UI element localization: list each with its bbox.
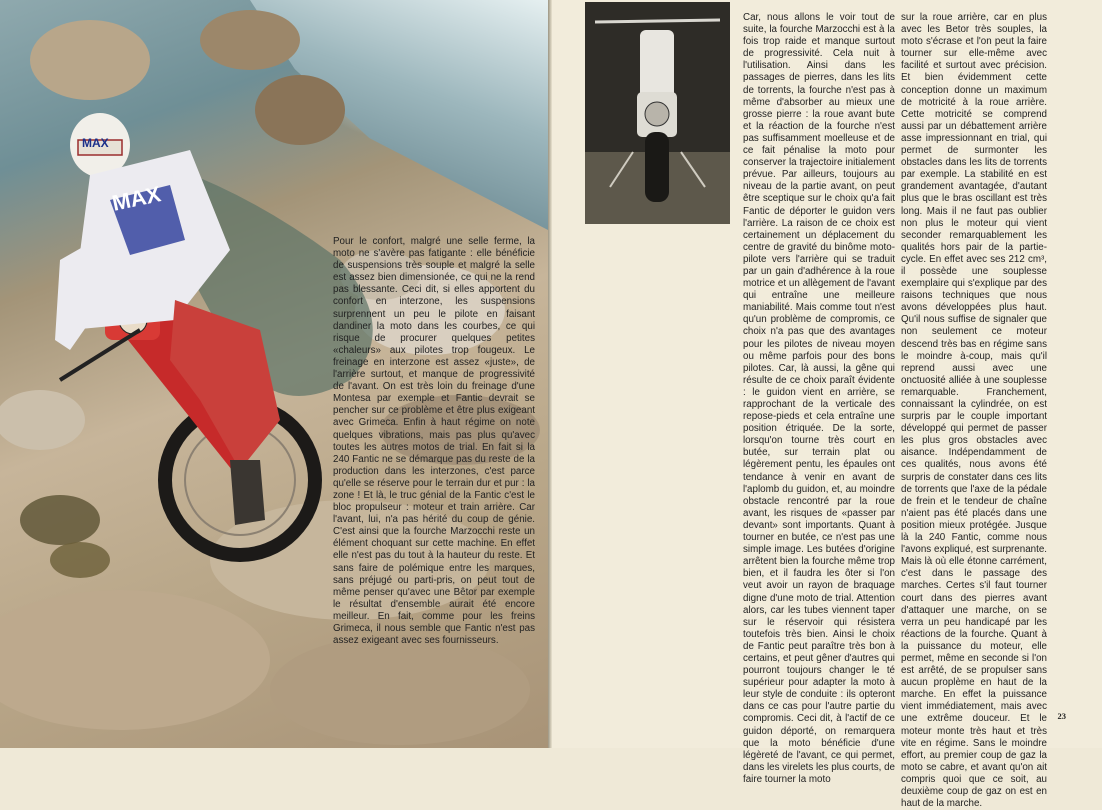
helmet-logo: MAX bbox=[82, 136, 109, 150]
column-1-text: Pour le confort, malgré une selle ferme, la moto ne s'avère pas fatigante : elle bénéficie de suspensions très souple et malgré la selle est assez bien dimensionée, ce qui ne la rend pas blessante. Ceci dit, si elles apportent du confort en interzone, les suspensions surprennent un peu le pilote en faisant dandiner la moto dans les courbes, ce qui risque de procurer quelques petites «chaleurs» aux pilotes trop fougeux. Le freinage en interzone est assez «juste», de l'arrière surtout, et manque de progressivité de l'avant. On est très loin du freinage d'une Montesa par exemple et Fantic devrait se pencher sur ce problème et être plus exigeant avec Grimeca. Enfin à haut régime on note quelques vibrations, mais pas plus qu'avec toutes les autres motos de trial. En fait si la 240 Fantic ne se démarque pas du reste de la production dans les interzones, c'est parce qu'elle se réserve pour le terrain dur et pur : la zone ! Et là, le truc génial de la Fantic c'est le bloc propulseur : moteur et train arrière. Car l'avant, lui, n'a pas hérité du coup de génie. C'est ainsi que la fourche Marzocchi reste un élément choquant sur cette machine. En effet elle n'est pas du tout à la hauteur du reste. Et sans faire de polémique entre les marques, sans préjugé ou parti-pris, on peut tout de même penser qu'avec une Bêtor par exemple le résultat d'ensemble aurait été encore meilleur. En fait, comme pour les freins Grimeca, il nous semble que Fantic n'est pas assez exigeant avec ses fournisseurs. bbox=[333, 236, 535, 647]
rider-boot bbox=[230, 460, 265, 525]
motorcycle-photo bbox=[585, 2, 730, 224]
article-column-3 bbox=[901, 12, 1047, 810]
moto-tank bbox=[640, 30, 674, 100]
rock bbox=[200, 10, 300, 70]
page-number: 23 bbox=[1057, 711, 1066, 721]
motorcycle-photo-art bbox=[585, 2, 730, 224]
rock bbox=[0, 590, 270, 730]
rock bbox=[0, 390, 85, 450]
article-column-2 bbox=[743, 12, 895, 785]
moto-front-wheel bbox=[645, 132, 669, 202]
moto-headlight bbox=[645, 102, 669, 126]
moto-handlebar bbox=[595, 20, 720, 22]
rock bbox=[30, 20, 150, 100]
rock bbox=[255, 75, 345, 145]
rider-arm bbox=[55, 240, 105, 350]
bush bbox=[50, 542, 110, 578]
column-2-text: Car, nous allons le voir tout de suite, la fourche Marzocchi est à la fois trop raide et manque surtout de progressivité. Cela nuit à l'utilisation. Ainsi dans les passages de pierres, dans les lits de torrents, la fourche n'est pas à même d'absorber au mieux une grosse pierre : la roue avant bute et la réaction de la fourche n'est pas suffisamment moelleuse et de ce fait pénalise la moto pour conserver la trajectoire initialement prévue. Par ailleurs, toujours au niveau de la partie avant, on peut être sceptique sur le choix qu'a fait Fantic de déporter le guidon vers l'arrière. La raison de ce choix est certainement un déplacement du centre de gravité du binôme moto-pilote vers l'arrière qui se traduit par un gain d'adhérence à la roue motrice et un allègement de l'avant qui entraîne une meilleure maniabilité. Mais comme tout n'est qu'un problème de compromis, ce choix n'a pas que des avantages pour les pilotes de niveau moyen ou même parfois pour des bons pilotes. Car, là aussi, la gêne qui résulte de ce choix paraît évidente : le guidon vient en arrière, se rapprochant de la verticale des repose-pieds et cela entraîne une position étriquée. De la sorte, lorsqu'on tourne très court en butée, sur terrain plat ou légèrement pentu, les épaules ont tendance à venir en avant de l'aplomb du guidon, et, au moindre obstacle rencontré par la roue avant, les risques de «passer par devant» sont importants. Quant à tourner en butée, ce n'est pas une simple image. Les butées d'origine arrêtent bien la fourche même trop bien, et il faudra les ôter si l'on veut avoir un rayon de braquage digne d'une moto de trial. Attention alors, car les tubes viennent taper sur le réservoir qui résistera toutefois très bien. Ainsi le choix de Fantic peut paraître très bon à certains, et peut gêner d'autres qui pourront toujours changer le té supérieur pour adapter la moto à leur style de conduite : ils opteront dans ce cas pour l'autre partie du compromis. Ceci dit, à l'actif de ce guidon déporté, on remarquera que la moto bénéficie d'une légèreté de l'avant, ce qui permet, dans les virelets les plus courts, de faire tourner la moto bbox=[743, 12, 895, 785]
column-3-text: sur la roue arrière, car en plus avec les Betor très souples, la moto s'écrase et l'on peut la faire tourner sur elle-même avec facilité et surtout avec précision. Et bien évidemment cette conception donne un maximum de motricité à la roue arrière. Cette motricité se comprend aussi par un débattement arrière asse impressionnant en trial, qui permet de surmonter les obstacles dans les lits de torrents par exemple. La stabilité en est grandement avantagée, d'autant plus que le bras oscillant est très long. Mais il ne faut pas oublier non plus le moteur qui vient seconder remarquablement les qualités hors pair de la partie-cycle. En effet avec ses 212 cm³, il possède une souplesse exemplaire qui s'explique par des raisons techniques que nous avons développées plus haut. Qu'il nous suffise de signaler que non seulement ce moteur descend très bas en régime sans le moindre à-coup, mais qu'il reprend aussi avec une onctuosité alliée à une souplesse remarquable. Franchement, connaissant la cylindrée, on est surpris par le couple important développé qui permet de passer les plus gros obstacles avec aisance. Indépendamment de ces qualités, nous avons été surpris de constater dans ces lits de torrents que l'axe de la pédale de frein et le tendeur de chaîne n'aient pas été placés dans une position mieux protégée. Jusque là la 240 Fantic, comme nous l'avons expliqué, est surprenante. Mais là où elle étonne carrément, c'est dans le passage des marches. Certes s'il faut tourner court dans des pierres avant d'attaquer une marche, on se verra un peu handicapé par les réactions de la fourche. Quant à la puissance du moteur, elle permet, même en seconde si l'on est arrêté, de se propulser sans aucun proplème en haut de la marche. En effet la puissance vient immédiatement, mais avec une extrême douceur. Et le moteur monte très haut et très vite en régime. Sans le moindre effort, au premier coup de gaz la moto se cabre, et avant qu'on ait compris quoi que ce soit, au deuxième coup de gaz on est en haut de la marche. bbox=[901, 12, 1047, 810]
jersey-logo: MAX bbox=[109, 181, 163, 216]
article-column-1 bbox=[333, 236, 535, 736]
trial-rider-photo bbox=[0, 0, 548, 748]
bush bbox=[20, 495, 100, 545]
